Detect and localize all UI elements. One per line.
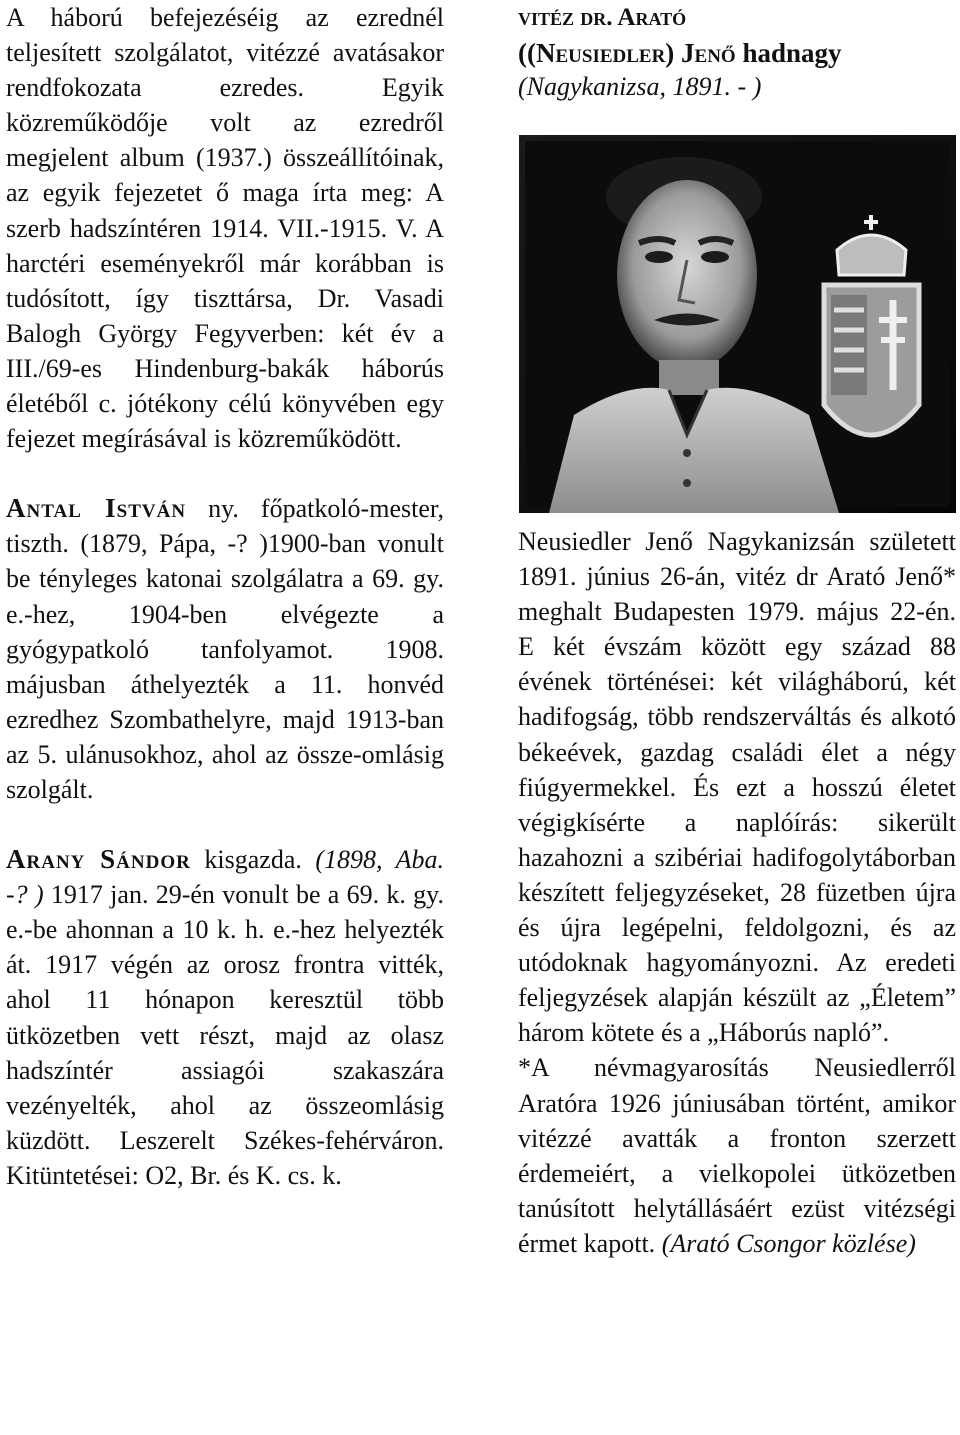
footnote-paragraph bbox=[518, 1050, 956, 1261]
antal-text: ny. főpatkoló-mester, tiszth. (1879, Pápa, -? )1900-ban vonult be tényleges katonai szolgálatra a 69. gy. e.-hez, 1904-ben elvégezte a gyógypatkoló tanfolyamot. 1908. májusban áthelyezték a 11. honvéd ezredhez Szombathelyre, majd 1913-ban az 5. ulánusokhoz, ahol az össze-omlásig szolgált. bbox=[6, 494, 444, 804]
right-column bbox=[518, 524, 956, 1261]
heading-name-line bbox=[518, 36, 958, 70]
left-column bbox=[6, 0, 444, 1193]
footnote-text: *A névmagyarosítás Neusiedlerről Aratóra 1926 júniusában történt, amikor vitézzé avatták a fronton szerzett érdemeiért, a vielkopolei ütközetben tanúsított helytállásáért ezüst vitézségi érmet kapott. bbox=[518, 1053, 956, 1258]
portrait-photo bbox=[519, 135, 956, 513]
arany-birth: (1898, Aba. -? ) bbox=[6, 845, 444, 910]
coat-of-arms-icon bbox=[824, 215, 919, 435]
antal-entry bbox=[6, 491, 444, 807]
credit-text: (Arató Csongor közlése) bbox=[661, 1228, 916, 1258]
heading-name: ((Neusiedler) Jenő bbox=[518, 38, 736, 68]
arany-entry bbox=[6, 842, 444, 1193]
biography-paragraph: Neusiedler Jenő Nagykanizsán született 1891. június 26-án, vitéz dr Arató Jenő* meghalt Budapesten 1979. május 22-én. E két évszám között egy század 88 évének történései: két világháború, két hadifogság, több rendszerváltás és alkotó békeévek, gazdag családi élet a négy fiúgyermekkel. És ezt a hosszú életet végigkísérte a naplóírás: sikerült hazahozni a szibériai hadifogolytáborban készített feljegyzéseket, 28 füzetben újra és újra legépelni, feldolgozni, és az utódoknak hagyományozni. Az eredeti feljegyzések alapján készült az „Életem” három kötete és a „Háborús napló”. bbox=[518, 527, 956, 1048]
portrait-illustration bbox=[519, 135, 956, 513]
arany-role: kisgazda. bbox=[190, 845, 302, 875]
entry-heading bbox=[518, 0, 958, 104]
intro-paragraph: A háború befejezéséig az ezrednél teljesített szolgálatot, vitézzé avatásakor rendfokozata ezredes. Egyik közreműködője volt az ezredről megjelent album (1937.) összeállítóinak, az egyik fejezetet ő maga írta meg: A szerb hadszíntéren 1914. VII.-1915. V. A harctéri eseményekről már korábban is tudósított, így tiszttársa, Dr. Vasadi Balogh György Fegyverben: két év a III./69-es Hindenburg-bakák háborús életéből c. jótékony célú könyvében egy fejezet megírásával is közreműködött. bbox=[6, 3, 444, 454]
heading-title: vitéz dr. Arató bbox=[518, 4, 687, 31]
heading-rank: hadnagy bbox=[735, 38, 842, 68]
arany-text: 1917 jan. 29-én vonult be a 69. k. gy. e.-be ahonnan a 10 k. h. e.-hez helyezték át. 1917 végén az orosz frontra vitték, ahol 11 hónapon keresztül több ütközetben vett részt, majd az olasz hadszíntér assiagói szakaszára vezényelték, ahol az összeomlásig küzdött. Leszerelt Székes-fehérváron. Kitüntetései: O2, Br. és K. cs. k. bbox=[6, 880, 444, 1190]
heading-birth: (Nagykanizsa, 1891. - ) bbox=[518, 72, 762, 101]
arany-name: Arany Sándor bbox=[6, 844, 191, 875]
antal-name: Antal István bbox=[6, 493, 187, 524]
